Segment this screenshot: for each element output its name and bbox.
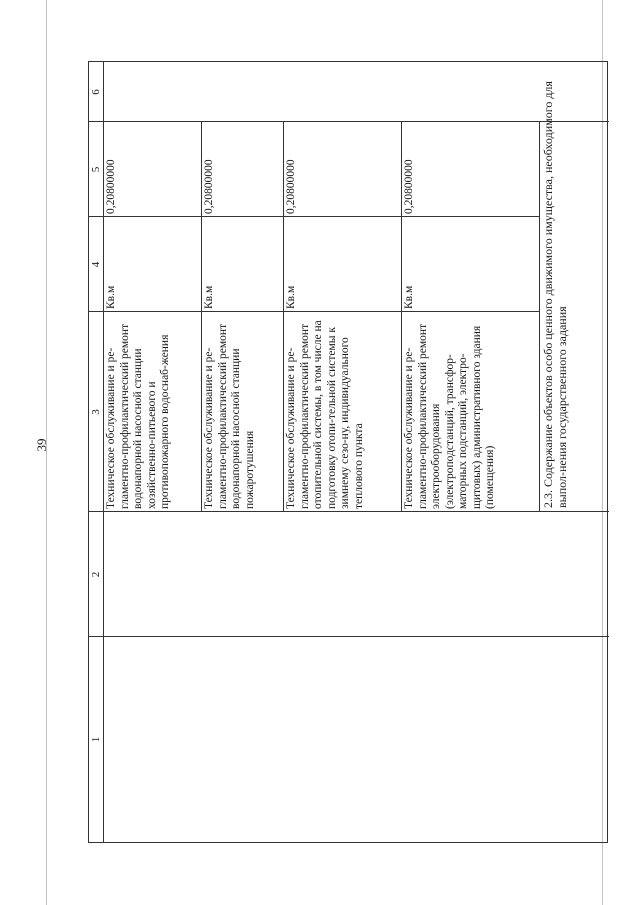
row-3-unit: Кв.м	[285, 285, 297, 309]
page-number: 39	[34, 438, 49, 452]
row-4-service: Техническое обслуживание и ре-гламентно-профилактический ремонт электрооборудования (электроподстанций, трансфор-маторных подстанций, электро-щитовых) административного здания (помещения)	[403, 323, 496, 509]
row-1-value: 0,20800000	[105, 159, 117, 214]
row-1-unit: Кв.м	[105, 285, 117, 309]
header-col-5: 5	[90, 166, 102, 173]
row-4-value: 0,20800000	[403, 159, 415, 214]
row-4-unit: Кв.м	[403, 285, 415, 309]
row-1-service: Техническое обслуживание и ре-гламентно-профилактический ремонт водонапорной насосной станции хозяйственно-питьевого и противопожарного водоснаб-жения	[105, 323, 171, 509]
row-3-value: 0,20800000	[285, 159, 297, 214]
header-col-2: 2	[90, 571, 102, 578]
table-header-row	[89, 62, 104, 842]
services-table	[88, 61, 608, 843]
row-2-value: 0,20800000	[203, 159, 215, 214]
header-col-1: 1	[90, 736, 102, 743]
row-divider	[539, 122, 540, 512]
header-col-3: 3	[90, 409, 102, 415]
col-divider	[89, 636, 609, 637]
header-col-4: 4	[90, 261, 102, 268]
section-heading: 2.3. Содержание объектов особо ценного движимого имущества, необходимого для выпол-нения государственного задания	[541, 81, 569, 508]
row-2-service: Техническое обслуживание и ре-гламентно-профилактический ремонт водонапорной насосной станции пожаротушения	[203, 323, 256, 509]
row-2-unit: Кв.м	[203, 285, 215, 309]
header-col-6: 6	[90, 89, 102, 95]
row-3-service: Техническое обслуживание и ре-гламентно-профилактический ремонт отопительной системы, в том числе на подготовку отопи-тельной системы к зимнему сезо-ну, индивидуального теплового пункта	[285, 320, 365, 509]
